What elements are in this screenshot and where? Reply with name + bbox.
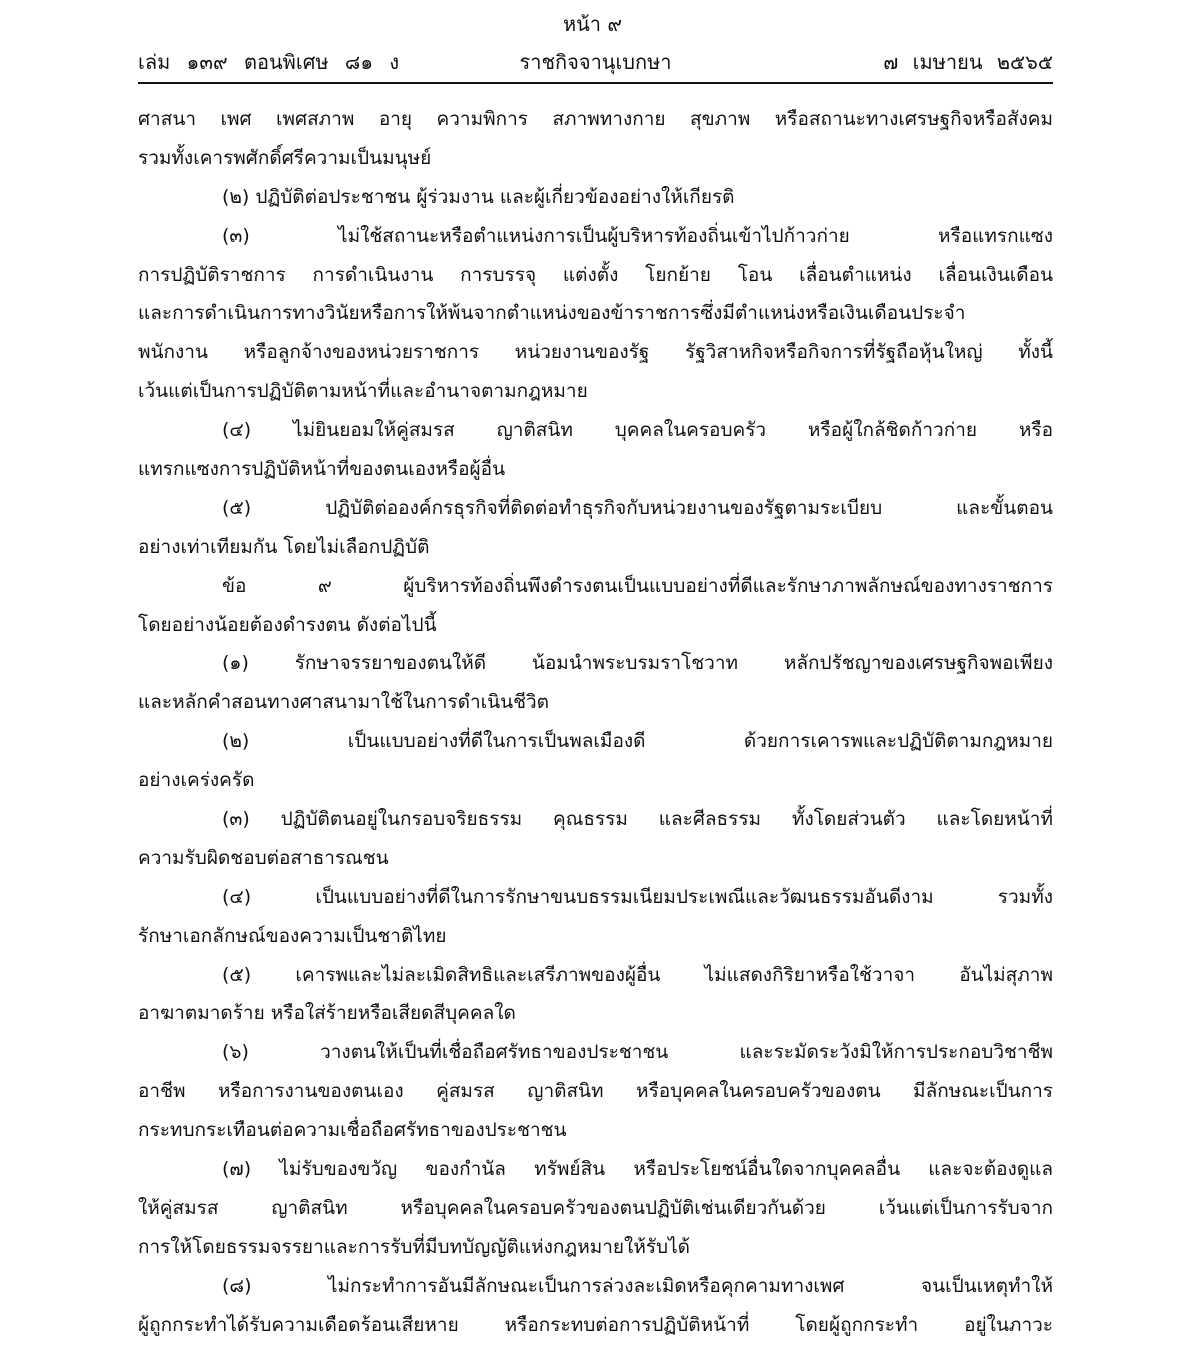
text-line: (๕) เคารพและไม่ละเมิดสิทธิและเสรีภาพของผู้อื่น ไม่แสดงกิริยาหรือใช้วาจา อันไม่สุภาพ (222, 963, 1053, 986)
text-line: (๔) ไม่ยินยอมให้คู่สมรส ญาติสนิท บุคคลในครอบครัว หรือผู้ใกล้ชิดก้าวก่าย หรือ (222, 419, 1053, 442)
text-line: ข้อ ๙ ผู้บริหารท้องถิ่นพึงดำรงตนเป็นแบบอย่างที่ดีและรักษาภาพลักษณ์ของทางราชการ (222, 574, 1053, 597)
text-line: (๒) ปฏิบัติต่อประชาชน ผู้ร่วมงาน และผู้เกี่ยวข้องอย่างให้เกียรติ (222, 185, 735, 208)
text-line: (๔) เป็นแบบอย่างที่ดีในการรักษาขนบธรรมเนียมประเพณีและวัฒนธรรมอันดีงาม รวมทั้ง (222, 885, 1053, 908)
text-line: อย่างเคร่งครัด (138, 769, 255, 792)
text-line: โดยอย่างน้อยต้องดำรงตน ดังต่อไปนี้ (138, 613, 437, 636)
text-line: กระทบกระเทือนต่อความเชื่อถือศรัทธาของประชาชน (138, 1119, 567, 1142)
text-line: อย่างเท่าเทียมกัน โดยไม่เลือกปฏิบัติ (138, 535, 430, 558)
page-number: หน้า ๙ (562, 12, 623, 36)
text-line: (๖) วางตนให้เป็นที่เชื่อถือศรัทธาของประชาชน และระมัดระวังมิให้การประกอบวิชาชีพ (222, 1041, 1053, 1064)
header-rule (138, 82, 1053, 84)
text-line: (๑) รักษาจรรยาของตนให้ดี น้อมนำพระบรมราโชวาท หลักปรัชญาของเศรษฐกิจพอเพียง (222, 652, 1053, 675)
text-line: และการดำเนินการทางวินัยหรือการให้พ้นจากตำแหน่งของข้าราชการซึ่งมีตำแหน่งหรือเงินเดือนประจำ (138, 302, 966, 325)
publication-date: ๗ เมษายน ๒๕๖๕ (883, 50, 1053, 74)
text-line: ให้คู่สมรส ญาติสนิท หรือบุคคลในครอบครัวของตนปฏิบัติเช่นเดียวกันด้วย เว้นแต่เป็นการรับจาก (138, 1196, 1053, 1219)
text-line: รวมทั้งเคารพศักดิ์ศรีความเป็นมนุษย์ (138, 146, 432, 169)
text-line: การปฏิบัติราชการ การดำเนินงาน การบรรจุ แต่งตั้ง โยกย้าย โอน เลื่อนตำแหน่ง เลื่อนเงินเดือน (138, 263, 1053, 286)
volume-issue: เล่ม ๑๓๙ ตอนพิเศษ ๘๑ ง (138, 50, 400, 74)
publication-name: ราชกิจจานุเบกษา (519, 50, 672, 74)
running-header (138, 46, 1053, 78)
text-line: (๗) ไม่รับของขวัญ ของกำนัล ทรัพย์สิน หรือประโยชน์อื่นใดจากบุคคลอื่น และจะต้องดูแล (222, 1158, 1053, 1181)
text-line: (๒) เป็นแบบอย่างที่ดีในการเป็นพลเมืองดี ด้วยการเคารพและปฏิบัติตามกฎหมาย (222, 730, 1053, 753)
text-line: พนักงาน หรือลูกจ้างของหน่วยราชการ หน่วยงานของรัฐ รัฐวิสาหกิจหรือกิจการที่รัฐถือหุ้นใหญ่ ทั้งนี้ (138, 341, 1053, 364)
text-line: แทรกแซงการปฏิบัติหน้าที่ของตนเองหรือผู้อื่น (138, 458, 506, 481)
text-line: (๓) ปฏิบัติตนอยู่ในกรอบจริยธรรม คุณธรรม และศีลธรรม ทั้งโดยส่วนตัว และโดยหน้าที่ (222, 808, 1053, 831)
body-text (138, 100, 1053, 1345)
text-line: ผู้ถูกกระทำได้รับความเดือดร้อนเสียหาย หรือกระทบต่อการปฏิบัติหน้าที่ โดยผู้ถูกกระทำ อยู่ในภาวะ (138, 1313, 1053, 1336)
text-line: และหลักคำสอนทางศาสนามาใช้ในการดำเนินชีวิต (138, 691, 549, 714)
text-line: อาชีพ หรือการงานของตนเอง คู่สมรส ญาติสนิท หรือบุคคลในครอบครัวของตน มีลักษณะเป็นการ (138, 1080, 1053, 1103)
text-line: (๓) ไม่ใช้สถานะหรือตำแหน่งการเป็นผู้บริหารท้องถิ่นเข้าไปก้าวก่าย หรือแทรกแซง (222, 224, 1053, 247)
text-line: รักษาเอกลักษณ์ของความเป็นชาติไทย (138, 924, 447, 947)
text-line: ความรับผิดชอบต่อสาธารณชน (138, 846, 389, 869)
text-line: ศาสนา เพศ เพศสภาพ อายุ ความพิการ สภาพทางกาย สุขภาพ หรือสถานะทางเศรษฐกิจหรือสังคม (138, 108, 1053, 130)
text-line: เว้นแต่เป็นการปฏิบัติตามหน้าที่และอำนาจตามกฎหมาย (138, 380, 588, 403)
text-line: (๕) ปฏิบัติต่อองค์กรธุรกิจที่ติดต่อทำธุรกิจกับหน่วยงานของรัฐตามระเบียบ และขั้นตอน (222, 496, 1053, 519)
text-line: (๘) ไม่กระทำการอันมีลักษณะเป็นการล่วงละเมิดหรือคุกคามทางเพศ จนเป็นเหตุทำให้ (222, 1274, 1053, 1297)
text-line: การให้โดยธรรมจรรยาและการรับที่มีบทบัญญัติแห่งกฎหมายให้รับได้ (138, 1235, 691, 1258)
text-line: อาฆาตมาดร้าย หรือใส่ร้ายหรือเสียดสีบุคคลใด (138, 1002, 516, 1025)
